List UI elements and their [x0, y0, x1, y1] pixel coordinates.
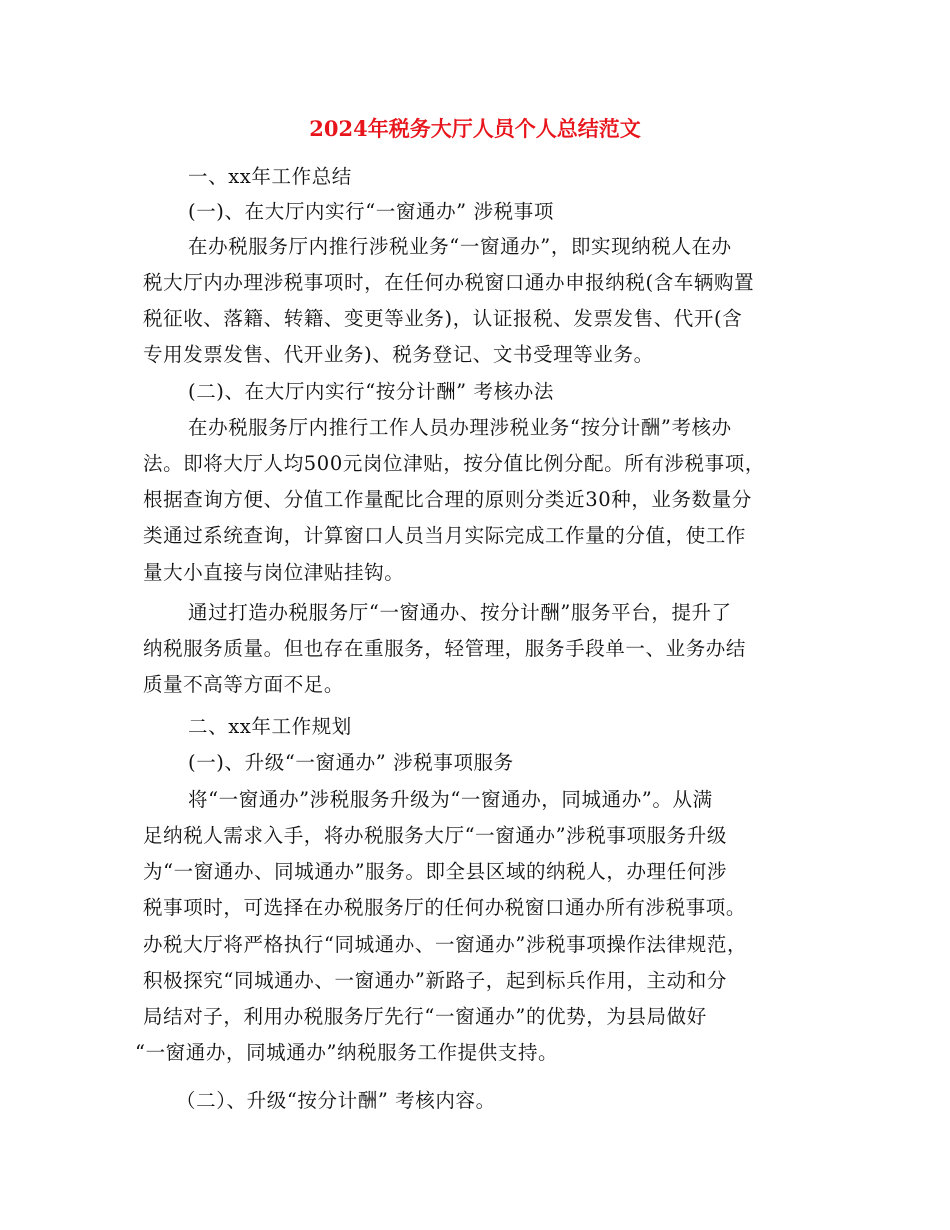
subsection-heading: (一)、在大厅内实行“一窗通办” 涉税事项 [188, 200, 554, 223]
paragraph-line: 纳税服务质量。但也存在重服务，轻管理，服务手段单一、业务办结 [143, 637, 747, 660]
document-title: 2024年税务大厅人员个人总结范文 [309, 116, 641, 141]
paragraph-line: 税事项时，可选择在办税服务厅的任何办税窗口通办所有涉税事项。 [143, 896, 747, 919]
paragraph-line: 质量不高等方面不足。 [143, 673, 345, 696]
paragraph-line: 办税大厅将严格执行“同城通办、一窗通办”涉税事项操作法律规范， [143, 933, 748, 956]
paragraph-line: 税征收、落籍、转籍、变更等业务)，认证报税、发票发售、代开(含 [143, 307, 743, 330]
paragraph-line: 足纳税人需求入手，将办税服务大厅“一窗通办”涉税事项服务升级 [143, 824, 727, 847]
paragraph-line: “一窗通办，同城通办”纳税服务工作提供支持。 [135, 1041, 559, 1064]
paragraph-line: 为“一窗通办、同城通办”服务。即全县区域的纳税人，办理任何涉 [143, 860, 727, 883]
paragraph-line: 将“一窗通办”涉税服务升级为“一窗通办，同城通办”。从满 [188, 788, 713, 811]
paragraph-line: 专用发票发售、代开业务)、税务登记、文书受理等业务。 [143, 343, 654, 366]
subsection-heading: (二)、在大厅内实行“按分计酬” 考核办法 [188, 380, 554, 403]
subsection-heading: (一)、升级“一窗通办” 涉税事项服务 [188, 751, 514, 774]
paragraph-line: 积极探究“同城通办、一窗通办”新路子，起到标兵作用，主动和分 [143, 969, 727, 992]
section-heading: 二、xx年工作规划 [188, 715, 352, 738]
paragraph-line: 类通过系统查询，计算窗口人员当月实际完成工作量的分值，使工作 [143, 524, 747, 547]
paragraph-line: 在办税服务厅内推行工作人员办理涉税业务“按分计酬”考核办 [188, 416, 732, 439]
subsection-heading: （二）、升级“按分计酬” 考核内容。 [176, 1089, 496, 1112]
paragraph-line: 通过打造办税服务厅“一窗通办、按分计酬”服务平台，提升了 [188, 601, 732, 624]
paragraph-line: 法。即将大厅人均500元岗位津贴，按分值比例分配。所有涉税事项， [143, 452, 765, 475]
paragraph-line: 根据查询方便、分值工作量配比合理的原则分类近30种，业务数量分 [143, 488, 752, 511]
paragraph-line: 在办税服务厅内推行涉税业务“一窗通办”，即实现纳税人在办 [188, 235, 732, 258]
paragraph-line: 局结对子，利用办税服务厅先行“一窗通办”的优势，为县局做好 [143, 1005, 707, 1028]
section-heading: 一、xx年工作总结 [188, 165, 352, 188]
paragraph-line: 税大厅内办理涉税事项时，在任何办税窗口通办申报纳税(含车辆购置 [143, 271, 755, 294]
paragraph-line: 量大小直接与岗位津贴挂钩。 [143, 561, 405, 584]
